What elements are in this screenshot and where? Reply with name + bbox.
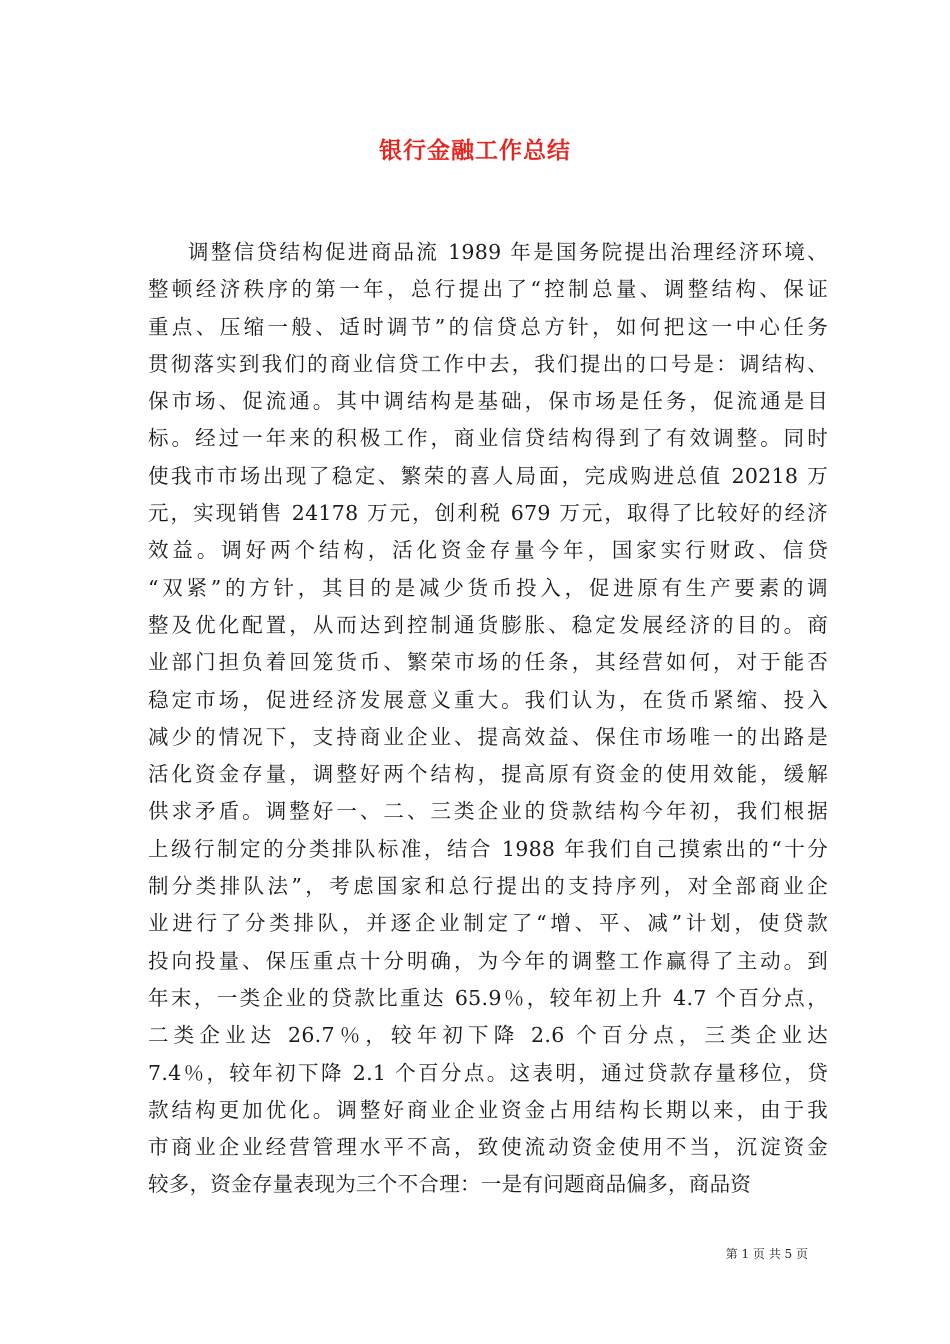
body-line: 上级行制定的分类排队标准，结合 1988 年我们自己摸索出的“十分 [148,836,828,861]
body-line: 标。经过一年来的积极工作，商业信贷结构得到了有效调整。同时 [148,426,828,451]
body-line: 7.4％，较年初下降 2.1 个百分点。这表明，通过贷款存量移位，贷 [148,1060,828,1085]
body-line: 年末，一类企业的贷款比重达 65.9％，较年初上升 4.7 个百分点， [148,985,828,1010]
body-line: 制分类排队法”，考虑国家和总行提出的支持序列，对全部商业企 [148,874,828,899]
body-line: 业进行了分类排队，并逐企业制定了“增、平、减”计划，使贷款 [148,911,828,936]
body-line: 减少的情况下，支持商业企业、提高效益、保住市场唯一的出路是 [148,724,828,749]
body-line: 二类企业达 26.7％，较年初下降 2.6 个百分点，三类企业达 [148,1023,828,1048]
body-line: 供求矛盾。调整好一、二、三类企业的贷款结构今年初，我们根据 [148,799,828,824]
body-line: 活化资金存量，调整好两个结构，提高原有资金的使用效能，缓解 [148,762,828,787]
body-line: 贯彻落实到我们的商业信贷工作中去，我们提出的口号是：调结构、 [148,351,828,376]
body-line: 款结构更加优化。调整好商业企业资金占用结构长期以来，由于我 [148,1097,828,1122]
body-line: “双紧”的方针，其目的是减少货币投入，促进原有生产要素的调 [148,575,828,600]
body-line: 效益。调好两个结构，活化资金存量今年，国家实行财政、信贷 [148,538,828,563]
body-line: 整及优化配置，从而达到控制通货膨胀、稳定发展经济的目的。商 [148,612,828,637]
body-line: 整顿经济秩序的第一年，总行提出了“控制总量、调整结构、保证 [148,277,828,302]
body-line: 重点、压缩一般、适时调节”的信贷总方针，如何把这一中心任务 [148,314,828,339]
body-line: 保市场、促流通。其中调结构是基础，保市场是任务，促流通是目 [148,389,828,414]
document-title: 银行金融工作总结 [379,137,571,164]
body-line: 调整信贷结构促进商品流 1989 年是国务院提出治理经济环境、 [188,240,828,264]
body-line: 稳定市场，促进经济发展意义重大。我们认为，在货币紧缩、投入 [148,687,828,712]
body-line: 投向投量、保压重点十分明确，为今年的调整工作赢得了主动。到 [148,948,828,973]
document-body [148,234,828,1204]
body-line: 使我市市场出现了稳定、繁荣的喜人局面，完成购进总值 20218 万 [148,463,828,488]
body-line: 市商业企业经营管理水平不高，致使流动资金使用不当，沉淀资金 [148,1135,828,1160]
body-line: 元，实现销售 24178 万元，创利税 679 万元，取得了比较好的经济 [148,501,828,526]
body-line: 较多，资金存量表现为三个不合理：一是有问题商品偏多，商品资 [148,1172,752,1197]
body-line: 业部门担负着回笼货币、繁荣市场的任条，其经营如何，对于能否 [148,650,828,675]
page-number-footer: 第 1 页 共 5 页 [725,1247,808,1261]
